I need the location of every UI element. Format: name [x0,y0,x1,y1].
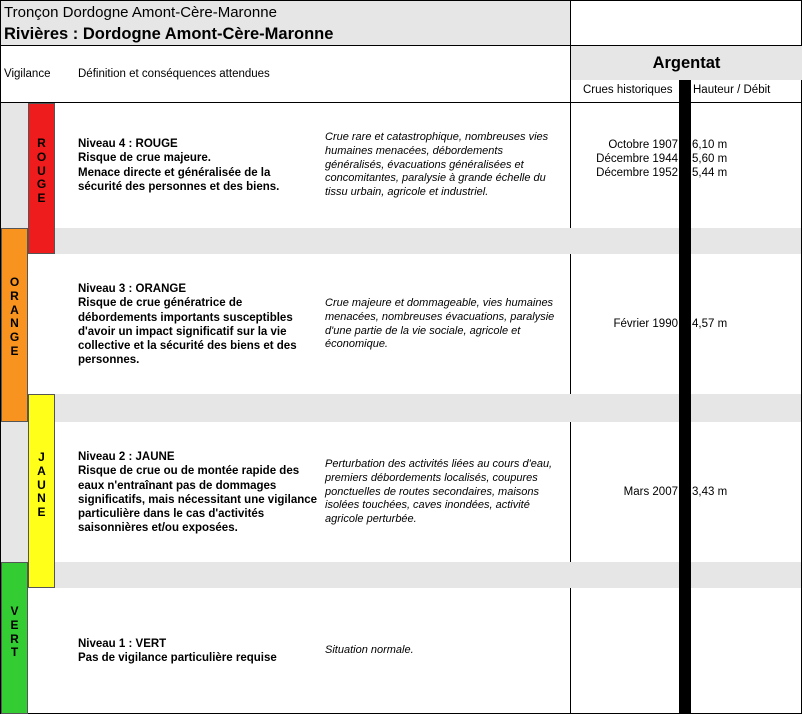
level-2-flood-date: Mars 2007 [623,486,678,498]
level-3-flood-value: 4,57 m [692,318,728,330]
level-1-consequences: Situation normale. [325,644,414,656]
height-flow-header: Hauteur / Débit [693,84,771,96]
definition-header: Définition et conséquences attendues [78,68,270,80]
level-4-flood-value: 5,44 m [692,167,728,179]
level-1-definition: Niveau 1 : VERT Pas de vigilance particulière requise [78,638,277,665]
vigilance-header: Vigilance [4,68,51,80]
level-2-consequences: Perturbation des activités liées au cours d'eau, premiers débordements localisés, coupures ponctuelles de routes secondaires, maisons isolées touchées, caves inondées, activité agricole perturbée. [325,458,553,526]
level-4-consequences: Crue rare et catastrophique, nombreuses vies humaines menacées, débordements généralisés, évacuations généralisées et concomitantes, paralysie à grande échelle du tissu urbain, agricole et industriel. [325,131,549,199]
level-2-definition: Niveau 2 : JAUNE Risque de crue ou de montée rapide des eaux n'entraînant pas de dommages significatifs, mais nécessitant une vigilance particulière dans le cas d'activités saisonnières et/ou exposées. [78,451,318,535]
header-right-cell [570,1,802,45]
level-3-flood-date: Février 1990 [613,318,678,330]
level-2-flood-value: 3,43 m [692,486,728,498]
rivers-title: Rivières : Dordogne Amont-Cère-Maronne [4,25,334,43]
vert-letters: V E R T [10,604,19,660]
level-4-flood-value: 6,10 m [692,139,728,151]
level-3-definition: Niveau 3 : ORANGE Risque de crue génératrice de débordements importants susceptibles d'avoir un impact significatif sur la vie collective et la sécurité des biens et des personnes. [78,283,297,367]
jaune-letters: J A U N E [37,450,46,520]
level-4-definition: Niveau 4 : ROUGE Risque de crue majeure. Menace directe et généralisée de la sécurité des personnes et des biens. [78,138,280,193]
level-3-consequences: Crue majeure et dommageable, vies humaines menacées, nombreuses évacuations, paralysie d'une partie de la vie sociale, agricole et économique. [325,297,555,351]
level-4-flood-value: 5,60 m [692,153,728,165]
station-column-bar [679,80,691,714]
section-title: Tronçon Dordogne Amont-Cère-Maronne [4,4,277,21]
level-4-flood-date: Octobre 1907 [608,139,678,151]
level-4-flood-date: Décembre 1952 [596,167,678,179]
orange-letters: O R A N G E [9,275,20,358]
station-name: Argentat [652,54,721,72]
historical-header: Crues historiques [583,84,673,96]
level-4-flood-date: Décembre 1944 [596,153,678,165]
rouge-letters: R O U G E [36,136,47,206]
